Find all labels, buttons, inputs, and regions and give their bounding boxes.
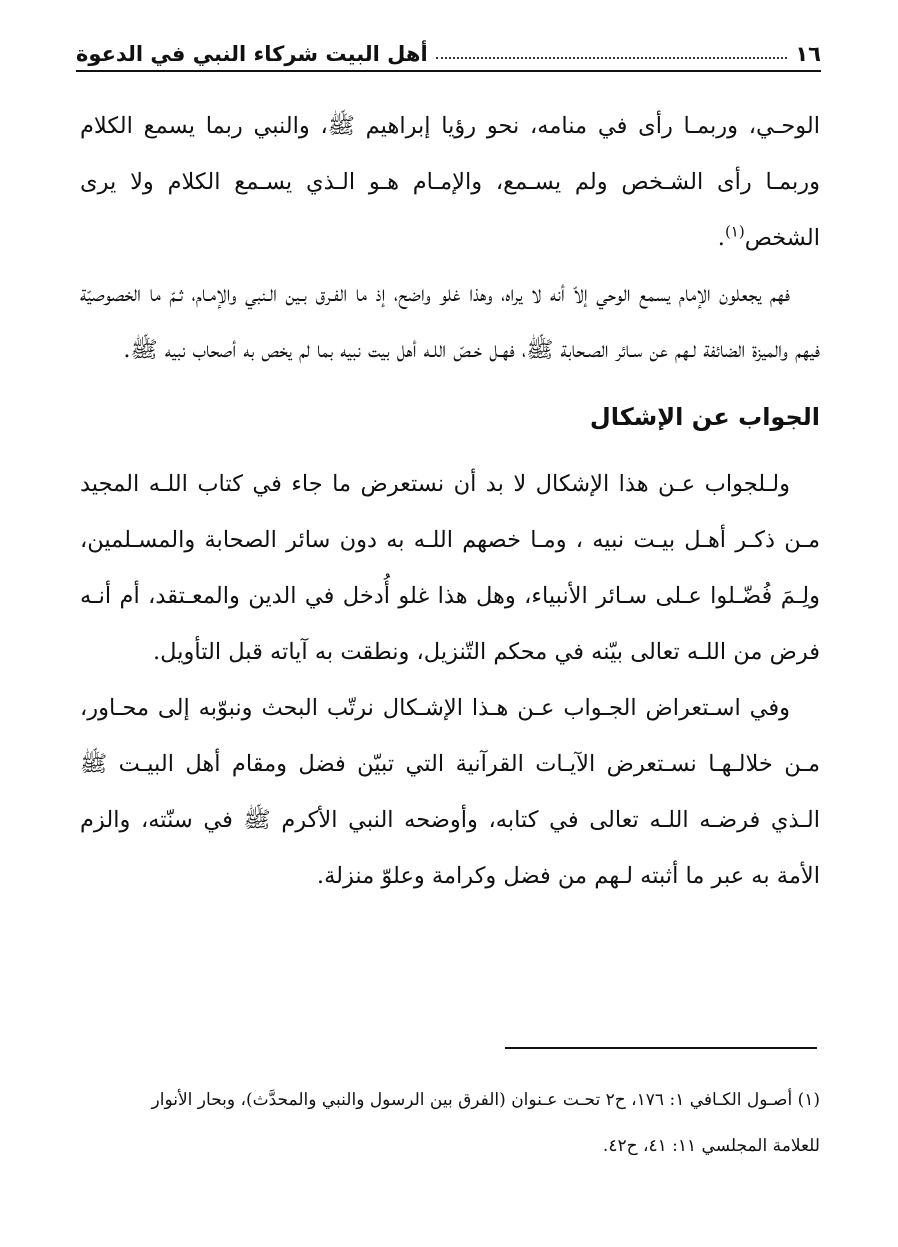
page-number: ١٦: [795, 42, 821, 66]
footnote-line-1: (١) أصـول الكـافي ١: ١٧٦، ح٢ تحـت عـنوان (الفرق بين الرسول والنبي والمحدَّث)، وبحار الأنوار: [151, 1090, 820, 1110]
running-header: [76, 34, 821, 70]
paragraph-1: [80, 98, 820, 266]
footnote-separator: [505, 1047, 817, 1049]
paragraph-2: فهم يجعلون الإمام يسمع الوحي إلاّ أنه لا يراه، وهذا غلو واضح، إذ ما الفـرق بـين الـنبي والإمـام، ثـمّ ما الخصوصيّة فيهم والميزة الضائفة لـهم عن سـائر الصـحابة ﷺ، فهـل خـصّ اللـه أهل بيت نبيه بما لم يخص به أصحاب نبيه ﷺ.: [80, 281, 820, 363]
paragraph-4: وفي اسـتعراض الجـواب عـن هـذا الإشـكال نرتّب البحث ونبوّبه إلى محـاور، مـن خلالـهـا نسـتعرض الآيـات القرآنية التي تبيّن فضل ومقام أهل البيـت ﷺ الـذي فرضـه اللـه تعالى في كتابه، وأوضحه النبي الأكرم ﷺ في سنّته، والزم الأمة به عبر ما أثبته لـهم من فضل وكرامة وعلوّ منزلة.: [80, 695, 820, 889]
section-heading: الجواب عن الإشكال: [589, 403, 820, 431]
paragraph-3: ولـلجواب عـن هذا الإشكال لا بد أن نستعرض ما جاء في كتاب اللـه المجيد مـن ذكـر أهـل بيـت نبيه ، ومـا خصهم اللـه به دون سائر الصحابة والمسـلمين، ولِـمَ فُضّـلوا عـلى سـائر الأنبياء، وهل هذا غلو أُدخل في الدين والمعـتقد، أم أنـه فرض من اللـه تعالى بيّنه في محكم التّنزيل، ونطقت به آياته قبل التأويل.: [80, 471, 820, 665]
footnote-reference: (١): [724, 222, 745, 241]
body-text: [80, 98, 820, 904]
footnotes: [80, 1077, 820, 1169]
header-rule: [76, 70, 821, 72]
running-title: أهل البيت شركاء النبي في الدعوة: [76, 42, 428, 66]
paragraph-1-text: الوحـي، وربمـا رأى في منامه، نحو رؤيا إبراهيم ﷺ، والنبي ربما يسمع الكلام وربمـا رأى الشـخص ولم يسـمع، والإمـام هـو الـذي يسـمع الكلام ولا يرى الشخص: [80, 113, 820, 251]
header-dot-leader: [436, 57, 788, 59]
paragraph-1-end: .: [717, 225, 725, 251]
footnote-line-2: للعلامة المجلسي ١١: ٤١، ح٤٢.: [602, 1136, 820, 1156]
